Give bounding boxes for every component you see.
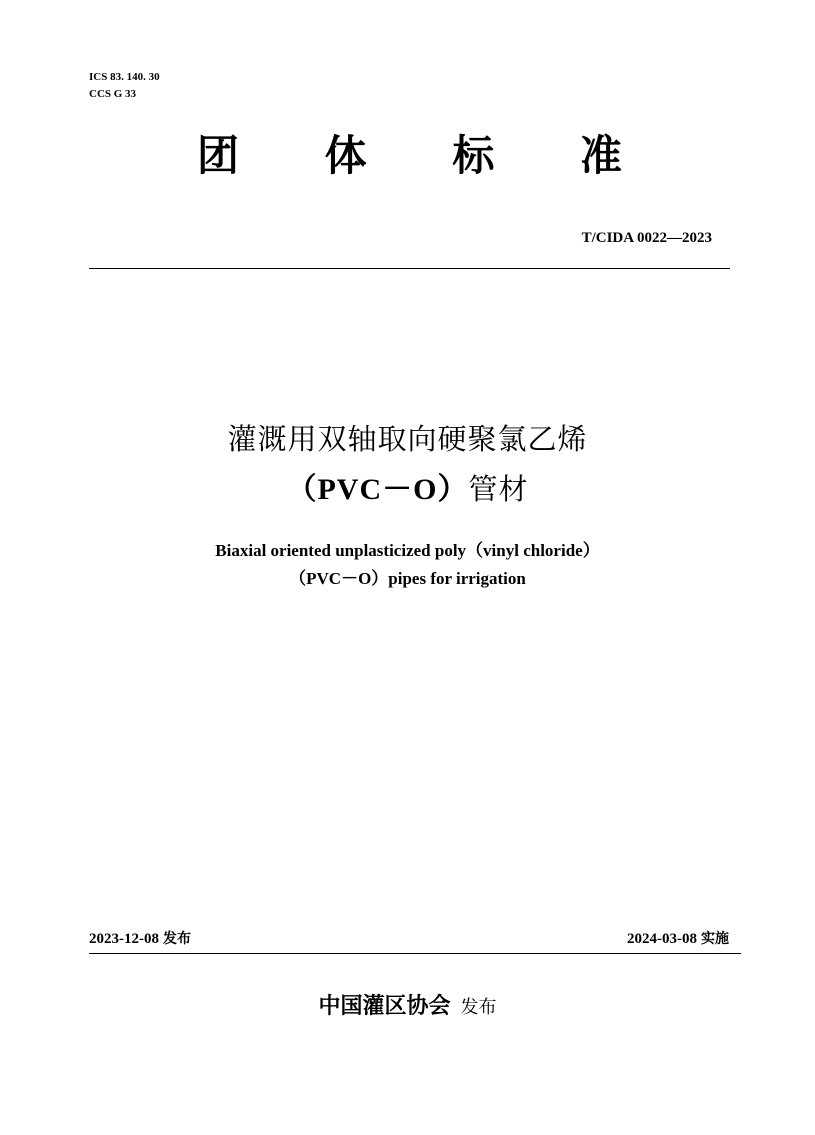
top-divider xyxy=(89,268,730,269)
chinese-title-abbrev: （PVC－O） xyxy=(286,473,469,506)
publish-date-block xyxy=(89,929,191,949)
publish-label: 发布 xyxy=(163,931,191,947)
implement-label: 实施 xyxy=(701,931,729,947)
implement-date: 2024-03-08 xyxy=(627,931,697,947)
english-title-line1: Biaxial oriented unplasticized poly（vinyl chloride） xyxy=(215,541,600,560)
chinese-title-line2 xyxy=(0,464,815,515)
doc-type-char: 团 xyxy=(197,131,240,180)
chinese-title xyxy=(0,414,815,515)
classification-codes xyxy=(89,69,160,103)
publisher-line xyxy=(0,990,815,1024)
publish-date: 2023-12-08 xyxy=(89,931,159,947)
ccs-code: CCS G 33 xyxy=(89,88,137,100)
english-title xyxy=(0,537,815,593)
doc-type-char: 准 xyxy=(579,131,622,180)
doc-type-char: 标 xyxy=(452,131,495,180)
publisher-suffix: 发布 xyxy=(460,997,497,1018)
ics-code: ICS 83. 140. 30 xyxy=(89,71,160,83)
publisher-name: 中国灌区协会 xyxy=(318,993,451,1019)
bottom-divider xyxy=(89,953,741,954)
document-number: T/CIDA 0022—2023 xyxy=(581,230,712,246)
doc-type-char: 体 xyxy=(324,131,367,180)
document-type-heading xyxy=(197,130,622,182)
chinese-title-line1: 灌溉用双轴取向硬聚氯乙烯 xyxy=(227,422,588,456)
implement-date-block xyxy=(627,929,729,949)
english-title-line2: （PVC－O）pipes for irrigation xyxy=(289,569,526,588)
chinese-title-suffix: 管材 xyxy=(468,472,529,506)
